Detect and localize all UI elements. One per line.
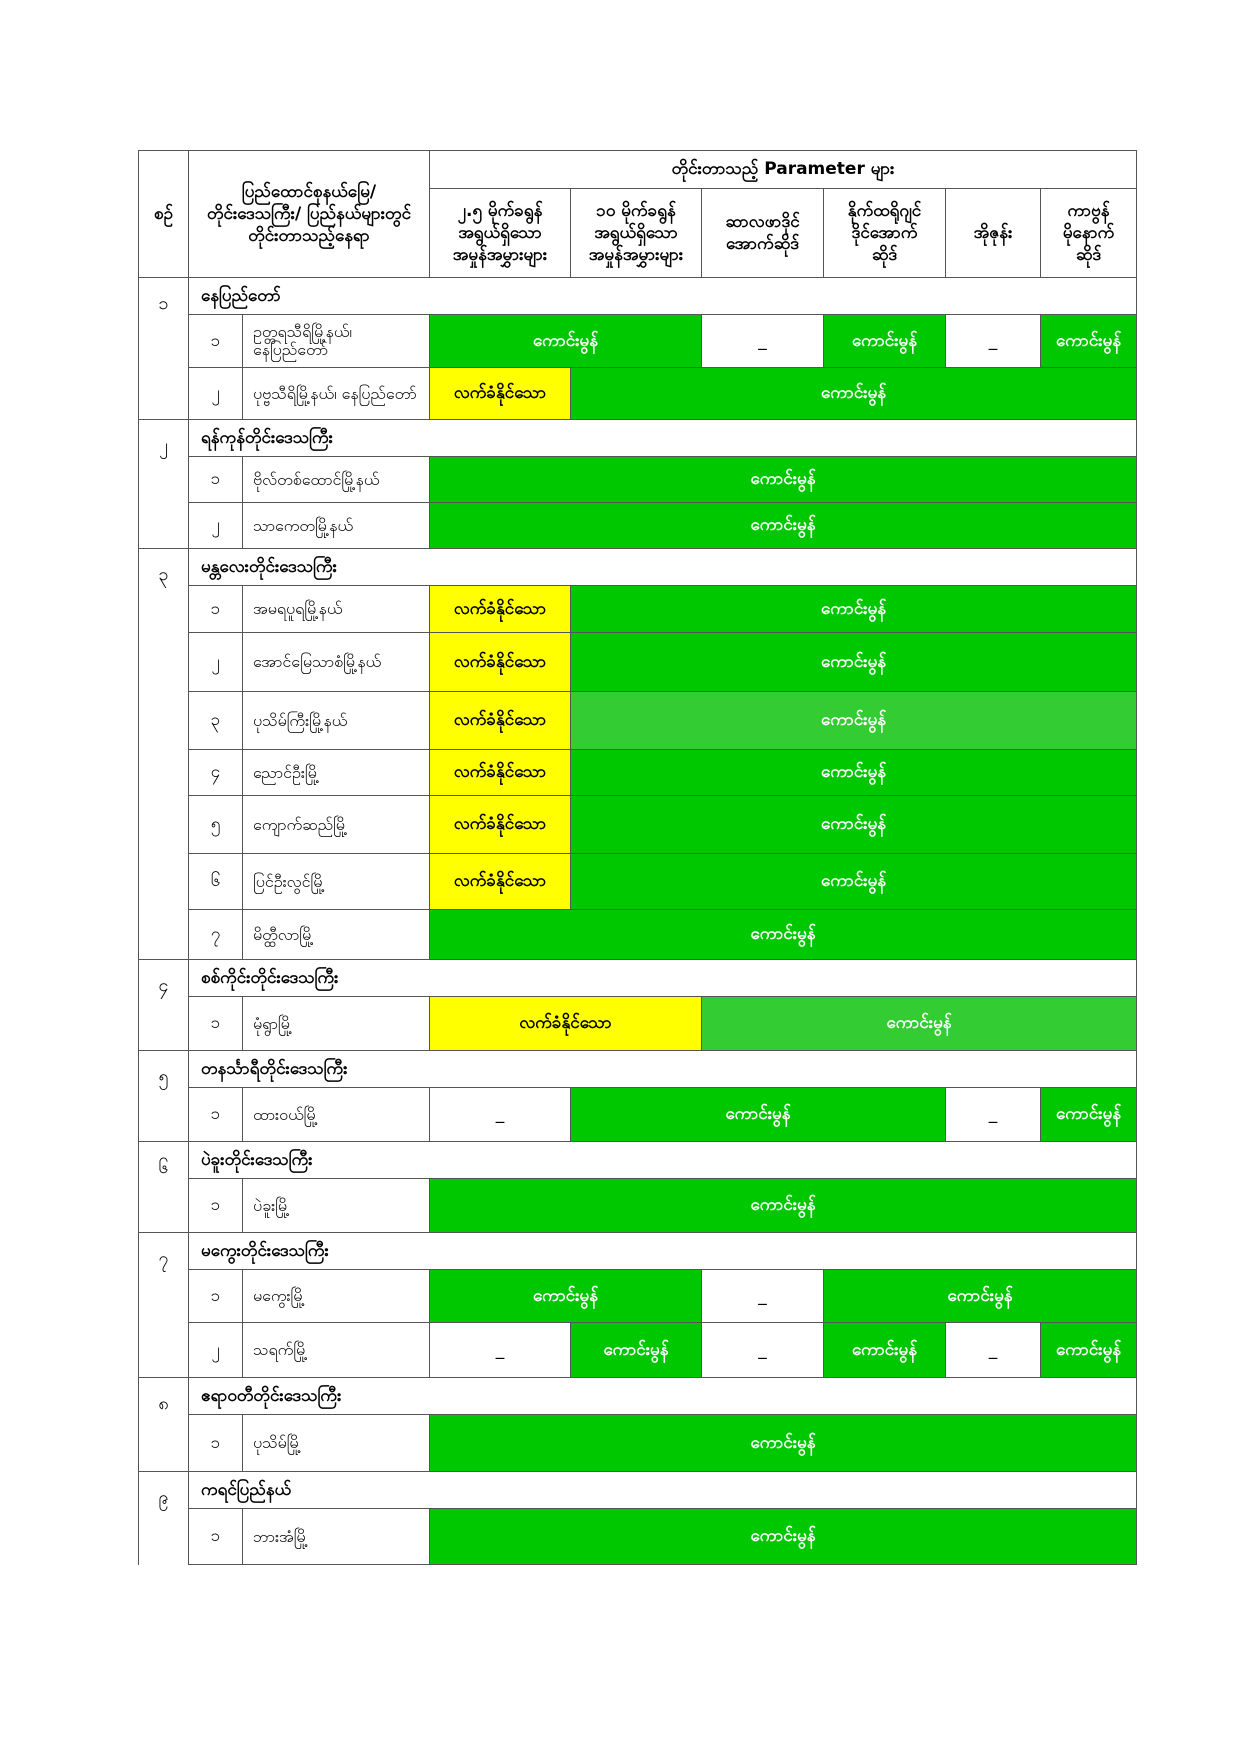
status-cell-good: ကောင်းမွန် xyxy=(1041,1088,1137,1142)
status-cell-moderate: လက်ခံနိုင်သော xyxy=(430,854,571,910)
header-co: ကာဗွန် မိုနောက် ဆိုဒ် xyxy=(1041,189,1137,278)
status-cell-good: ကောင်းမွန် xyxy=(430,1415,1137,1472)
region-number: ၈ xyxy=(139,1378,189,1472)
region-number: ၆ xyxy=(139,1142,189,1233)
region-name: ဧရာဝတီတိုင်းဒေသကြီး xyxy=(189,1378,1137,1415)
region-row xyxy=(139,1142,1137,1179)
region-name: မကွေးတိုင်းဒေသကြီး xyxy=(189,1233,1137,1270)
region-name: ကရင်ပြည်နယ် xyxy=(189,1472,1137,1509)
status-cell-none: _ xyxy=(946,315,1041,368)
status-cell-good: ကောင်းမွန် xyxy=(571,692,1137,750)
status-cell-good: ကောင်းမွန် xyxy=(571,368,1137,420)
header-so2: ဆာလဖာဒိုင် အောက်ဆိုဒ် xyxy=(702,189,824,278)
city-number: ၇ xyxy=(189,910,243,960)
city-name: ဥတ္တရသီရိမြို့နယ်၊ နေပြည်တော် xyxy=(243,315,430,368)
region-row xyxy=(139,1378,1137,1415)
table-body xyxy=(139,278,1137,1565)
region-name: နေပြည်တော် xyxy=(189,278,1137,315)
status-cell-good: ကောင်းမွန် xyxy=(571,586,1137,633)
city-number: ၁ xyxy=(189,1509,243,1565)
status-cell-good: ကောင်းမွန် xyxy=(430,1270,702,1323)
status-cell-none: _ xyxy=(702,1323,824,1378)
region-row xyxy=(139,549,1137,586)
status-cell-good: ကောင်းမွန် xyxy=(430,1509,1137,1565)
city-name: ညောင်ဦးမြို့ xyxy=(243,750,430,796)
status-cell-none: _ xyxy=(702,315,824,368)
city-number: ၁ xyxy=(189,1270,243,1323)
status-cell-good: ကောင်းမွန် xyxy=(430,503,1137,549)
city-row xyxy=(139,586,1137,633)
city-row xyxy=(139,1088,1137,1142)
status-cell-moderate: လက်ခံနိုင်သော xyxy=(430,368,571,420)
region-number: ၁ xyxy=(139,278,189,420)
status-cell-none: _ xyxy=(946,1088,1041,1142)
city-number: ၃ xyxy=(189,692,243,750)
city-name: ပုဗ္ဗသီရိမြို့နယ်၊ နေပြည်တော် xyxy=(243,368,430,420)
city-row xyxy=(139,315,1137,368)
city-row xyxy=(139,633,1137,692)
city-number: ၅ xyxy=(189,796,243,854)
status-cell-moderate: လက်ခံနိုင်သော xyxy=(430,692,571,750)
status-cell-none: _ xyxy=(702,1270,824,1323)
region-row xyxy=(139,278,1137,315)
city-name: ကျောက်ဆည်မြို့ xyxy=(243,796,430,854)
city-name: သာကေတမြို့နယ် xyxy=(243,503,430,549)
region-row xyxy=(139,1051,1137,1088)
status-cell-moderate: လက်ခံနိုင်သော xyxy=(430,750,571,796)
region-number: ၉ xyxy=(139,1472,189,1565)
city-number: ၂ xyxy=(189,503,243,549)
header-location: ပြည်ထောင်စုနယ်မြေ/ တိုင်းဒေသကြီး/ ပြည်နယ်များတွင် တိုင်းတာသည့်နေရာ xyxy=(189,151,430,278)
city-number: ၁ xyxy=(189,1088,243,1142)
status-cell-good: ကောင်းမွန် xyxy=(1041,1323,1137,1378)
status-cell-moderate: လက်ခံနိုင်သော xyxy=(430,633,571,692)
city-number: ၂ xyxy=(189,1323,243,1378)
city-row xyxy=(139,1323,1137,1378)
status-cell-good: ကောင်းမွန် xyxy=(571,1323,702,1378)
city-name: ဗိုလ်တစ်ထောင်မြို့နယ် xyxy=(243,457,430,503)
city-number: ၁ xyxy=(189,997,243,1051)
status-cell-good: ကောင်းမွန် xyxy=(571,1088,946,1142)
header-ozone: အိုဇုန်း xyxy=(946,189,1041,278)
city-number: ၁ xyxy=(189,457,243,503)
region-row xyxy=(139,1233,1137,1270)
region-number: ၅ xyxy=(139,1051,189,1142)
city-number: ၆ xyxy=(189,854,243,910)
region-number: ၇ xyxy=(139,1233,189,1378)
status-cell-good: ကောင်းမွန် xyxy=(571,633,1137,692)
city-name: သရက်မြို့ xyxy=(243,1323,430,1378)
status-cell-good: ကောင်းမွန် xyxy=(824,1270,1137,1323)
status-cell-good: ကောင်းမွန် xyxy=(702,997,1137,1051)
city-row xyxy=(139,1179,1137,1233)
city-row xyxy=(139,750,1137,796)
status-cell-good: ကောင်းမွန် xyxy=(430,1179,1137,1233)
city-row xyxy=(139,457,1137,503)
status-cell-good: ကောင်းမွန် xyxy=(430,910,1137,960)
status-cell-good: ကောင်းမွန် xyxy=(430,457,1137,503)
city-number: ၂ xyxy=(189,633,243,692)
city-row xyxy=(139,796,1137,854)
region-row xyxy=(139,960,1137,997)
city-row xyxy=(139,854,1137,910)
region-number: ၃ xyxy=(139,549,189,960)
city-number: ၂ xyxy=(189,368,243,420)
region-name: မန္တလေးတိုင်းဒေသကြီး xyxy=(189,549,1137,586)
status-cell-good: ကောင်းမွန် xyxy=(1041,315,1137,368)
region-row xyxy=(139,1472,1137,1509)
city-name: ဘားအံမြို့ xyxy=(243,1509,430,1565)
region-name: စစ်ကိုင်းတိုင်းဒေသကြီး xyxy=(189,960,1137,997)
city-row xyxy=(139,1270,1137,1323)
city-row xyxy=(139,1509,1137,1565)
region-name: ရန်ကုန်တိုင်းဒေသကြီး xyxy=(189,420,1137,457)
city-name: ပုသိမ်ကြီးမြို့နယ် xyxy=(243,692,430,750)
city-number: ၁ xyxy=(189,1415,243,1472)
header-pm10: ၁၀ မိုက်ခရွန် အရွယ်ရှိသော အမှုန်အမွှားများ xyxy=(571,189,702,278)
header-serial-number: စဉ် xyxy=(139,151,189,278)
city-row xyxy=(139,910,1137,960)
city-name: အောင်မြေသာစံမြို့နယ် xyxy=(243,633,430,692)
status-cell-good: ကောင်းမွန် xyxy=(824,315,946,368)
region-number: ၂ xyxy=(139,420,189,549)
city-name: ပုသိမ်မြို့ xyxy=(243,1415,430,1472)
city-row xyxy=(139,503,1137,549)
city-row xyxy=(139,692,1137,750)
city-name: ထားဝယ်မြို့ xyxy=(243,1088,430,1142)
city-name: ပဲခူးမြို့ xyxy=(243,1179,430,1233)
city-number: ၁ xyxy=(189,315,243,368)
city-name: ပြင်ဦးလွင်မြို့ xyxy=(243,854,430,910)
city-number: ၁ xyxy=(189,586,243,633)
city-row xyxy=(139,368,1137,420)
air-quality-table xyxy=(138,150,1137,1565)
status-cell-none: _ xyxy=(430,1088,571,1142)
status-cell-good: ကောင်းမွန် xyxy=(824,1323,946,1378)
city-row xyxy=(139,1415,1137,1472)
status-cell-none: _ xyxy=(946,1323,1041,1378)
header-no2: နိုက်ထရိုဂျင် ဒိုင်အောက် ဆိုဒ် xyxy=(824,189,946,278)
city-name: အမရပူရမြို့နယ် xyxy=(243,586,430,633)
status-cell-good: ကောင်းမွန် xyxy=(571,796,1137,854)
status-cell-moderate: လက်ခံနိုင်သော xyxy=(430,586,571,633)
city-number: ၁ xyxy=(189,1179,243,1233)
status-cell-none: _ xyxy=(430,1323,571,1378)
city-number: ၄ xyxy=(189,750,243,796)
header-pm25: ၂.၅ မိုက်ခရွန် အရွယ်ရှိသော အမှုန်အမွှားများ xyxy=(430,189,571,278)
status-cell-good: ကောင်းမွန် xyxy=(430,315,702,368)
region-row xyxy=(139,420,1137,457)
region-number: ၄ xyxy=(139,960,189,1051)
city-name: မုံရွာမြို့ xyxy=(243,997,430,1051)
header-parameters-group: တိုင်းတာသည့် Parameter များ xyxy=(430,151,1137,189)
status-cell-good: ကောင်းမွန် xyxy=(571,854,1137,910)
region-name: တနင်္သာရီတိုင်းဒေသကြီး xyxy=(189,1051,1137,1088)
city-row xyxy=(139,997,1137,1051)
status-cell-moderate: လက်ခံနိုင်သော xyxy=(430,796,571,854)
status-cell-moderate: လက်ခံနိုင်သော xyxy=(430,997,702,1051)
city-name: မကွေးမြို့ xyxy=(243,1270,430,1323)
status-cell-good: ကောင်းမွန် xyxy=(571,750,1137,796)
city-name: မိတ္ထီလာမြို့ xyxy=(243,910,430,960)
region-name: ပဲခူးတိုင်းဒေသကြီး xyxy=(189,1142,1137,1179)
